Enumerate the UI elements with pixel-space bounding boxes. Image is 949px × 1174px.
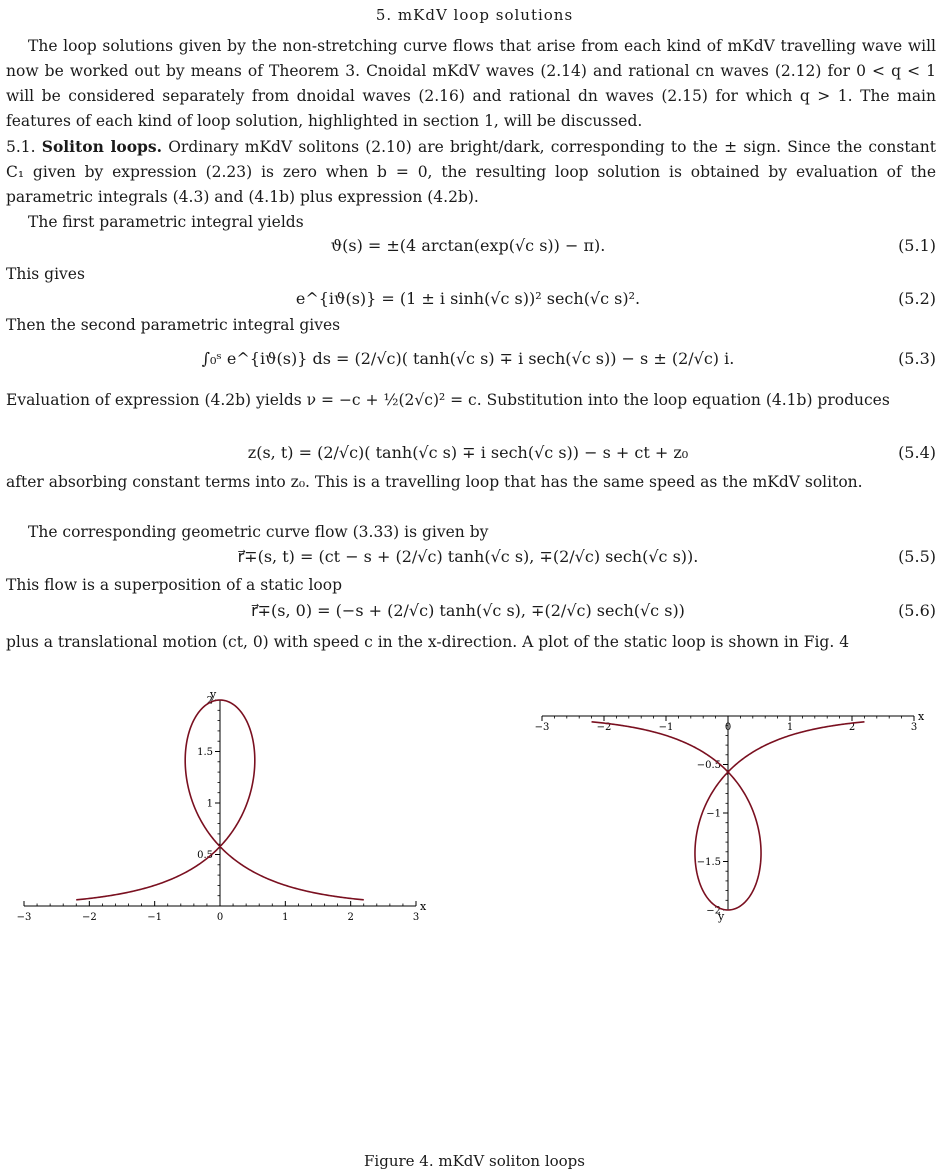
x-tick-label: 2 <box>848 722 856 733</box>
equation-body: z(s, t) = (2/√c)( tanh(√c s) ∓ i sech(√c s)) − s + ct + z₀ <box>247 443 689 462</box>
curve-flow-text: The corresponding geometric curve flow (3.33) is given by <box>28 523 489 541</box>
y-tick-label: −0.5 <box>696 760 721 771</box>
x-tick-label: 3 <box>412 912 420 923</box>
x-tick-label: 0 <box>724 722 732 733</box>
equation-body: r⃗∓(s, t) = (ct − s + (2/√c) tanh(√c s), ∓(2/√c) sech(√c s)). <box>237 547 699 566</box>
equation-5-2 <box>0 284 936 314</box>
absorbing-paragraph: after absorbing constant terms into z₀. This is a travelling loop that has the same speed as the mKdV soliton. <box>6 473 863 491</box>
right-loop-plot <box>528 690 928 930</box>
equation-body: e^{iϑ(s)} = (1 ± i sinh(√c s))² sech(√c s)². <box>295 289 641 308</box>
x-tick-label: 2 <box>347 912 354 923</box>
y-axis-label: y <box>210 690 217 701</box>
y-axis-label: y <box>718 910 725 923</box>
figure-caption: Figure 4. mKdV soliton loops <box>364 1152 585 1170</box>
y-tick-label: −2 <box>706 905 721 917</box>
y-tick-label: −1.5 <box>696 857 721 868</box>
first-integral-text: The first parametric integral yields <box>28 213 304 231</box>
x-tick-label: 1 <box>282 912 289 923</box>
equation-5-1 <box>0 231 936 261</box>
equation-number: (5.3) <box>898 349 936 368</box>
equation-5-3 <box>0 344 936 374</box>
equation-5-6 <box>0 596 936 626</box>
x-tick-label: 1 <box>786 722 794 733</box>
equation-body: ϑ(s) = ±(4 arctan(exp(√c s)) − π). <box>330 236 606 255</box>
x-tick-label: 3 <box>910 722 918 733</box>
subsection-number: 5.1. <box>6 138 36 156</box>
second-integral-text: Then the second parametric integral gives <box>6 316 341 334</box>
equation-body: ∫₀ˢ e^{iϑ(s)} ds = (2/√c)( tanh(√c s) ∓ i sech(√c s)) − s ± (2/√c) i. <box>201 349 735 368</box>
equation-5-4 <box>0 438 936 468</box>
x-tick-label: −1 <box>147 912 163 923</box>
x-axis-label: x <box>918 710 925 723</box>
soliton-text: Ordinary mKdV solitons (2.10) are bright/dark, corresponding to the ± sign. Since the constant C₁ given by expression (2.23) is zero when b = 0, the resulting loop solution is obtained by evaluation of the parametric integrals (4.3) and (4.1b) plus expression (4.2b). <box>6 138 937 206</box>
x-tick-label: −2 <box>81 912 97 923</box>
y-tick-label: 2 <box>206 695 213 707</box>
section-heading: 5. mKdV loop solutions <box>375 6 574 24</box>
y-tick-label: 1.5 <box>197 747 213 758</box>
equation-number: (5.5) <box>898 547 936 566</box>
x-tick-label: −3 <box>16 912 32 923</box>
y-tick-label: 1 <box>206 798 213 810</box>
equation-number: (5.6) <box>898 601 936 620</box>
y-tick-label: 0.5 <box>197 850 213 861</box>
equation-number: (5.4) <box>898 443 936 462</box>
subsection-title: Soliton loops. <box>41 137 163 156</box>
evaluation-paragraph: Evaluation of expression (4.2b) yields ν = −c + ½(2√c)² = c. Substitution into the loop equation (4.1b) produces <box>6 391 890 409</box>
y-tick-label: −1 <box>706 808 721 820</box>
x-tick-label: −3 <box>534 722 550 733</box>
x-tick-label: 0 <box>216 912 224 923</box>
translational-paragraph: plus a translational motion (ct, 0) with speed c in the x-direction. A plot of the static loop is shown in Fig. 4 <box>6 633 850 651</box>
left-loop-chart <box>10 690 430 930</box>
soliton-paragraph <box>6 134 936 210</box>
equation-number: (5.1) <box>898 236 936 255</box>
right-loop-chart <box>528 690 928 930</box>
intro-paragraph: The loop solutions given by the non-stretching curve flows that arise from each kind of mKdV travelling wave will now be worked out by means of Theorem 3. Cnoidal mKdV waves (2.14) and rational cn waves (2.12) for 0 < q < 1 will be considered separately from dnoidal waves (2.16) and rational dn waves (2.15) for which q > 1. The main features of each kind of loop solution, highlighted in section 1, will be discussed. <box>6 37 936 130</box>
equation-number: (5.2) <box>898 289 936 308</box>
superposition-text: This flow is a superposition of a static loop <box>6 576 342 594</box>
x-tick-label: −2 <box>596 722 612 733</box>
x-axis-label: x <box>420 900 427 913</box>
this-gives-text: This gives <box>6 265 85 283</box>
equation-5-5 <box>0 542 936 572</box>
equation-body: r⃗∓(s, 0) = (−s + (2/√c) tanh(√c s), ∓(2/√c) sech(√c s)) <box>251 601 685 620</box>
left-loop-plot <box>10 690 430 930</box>
x-tick-label: −1 <box>658 722 674 733</box>
